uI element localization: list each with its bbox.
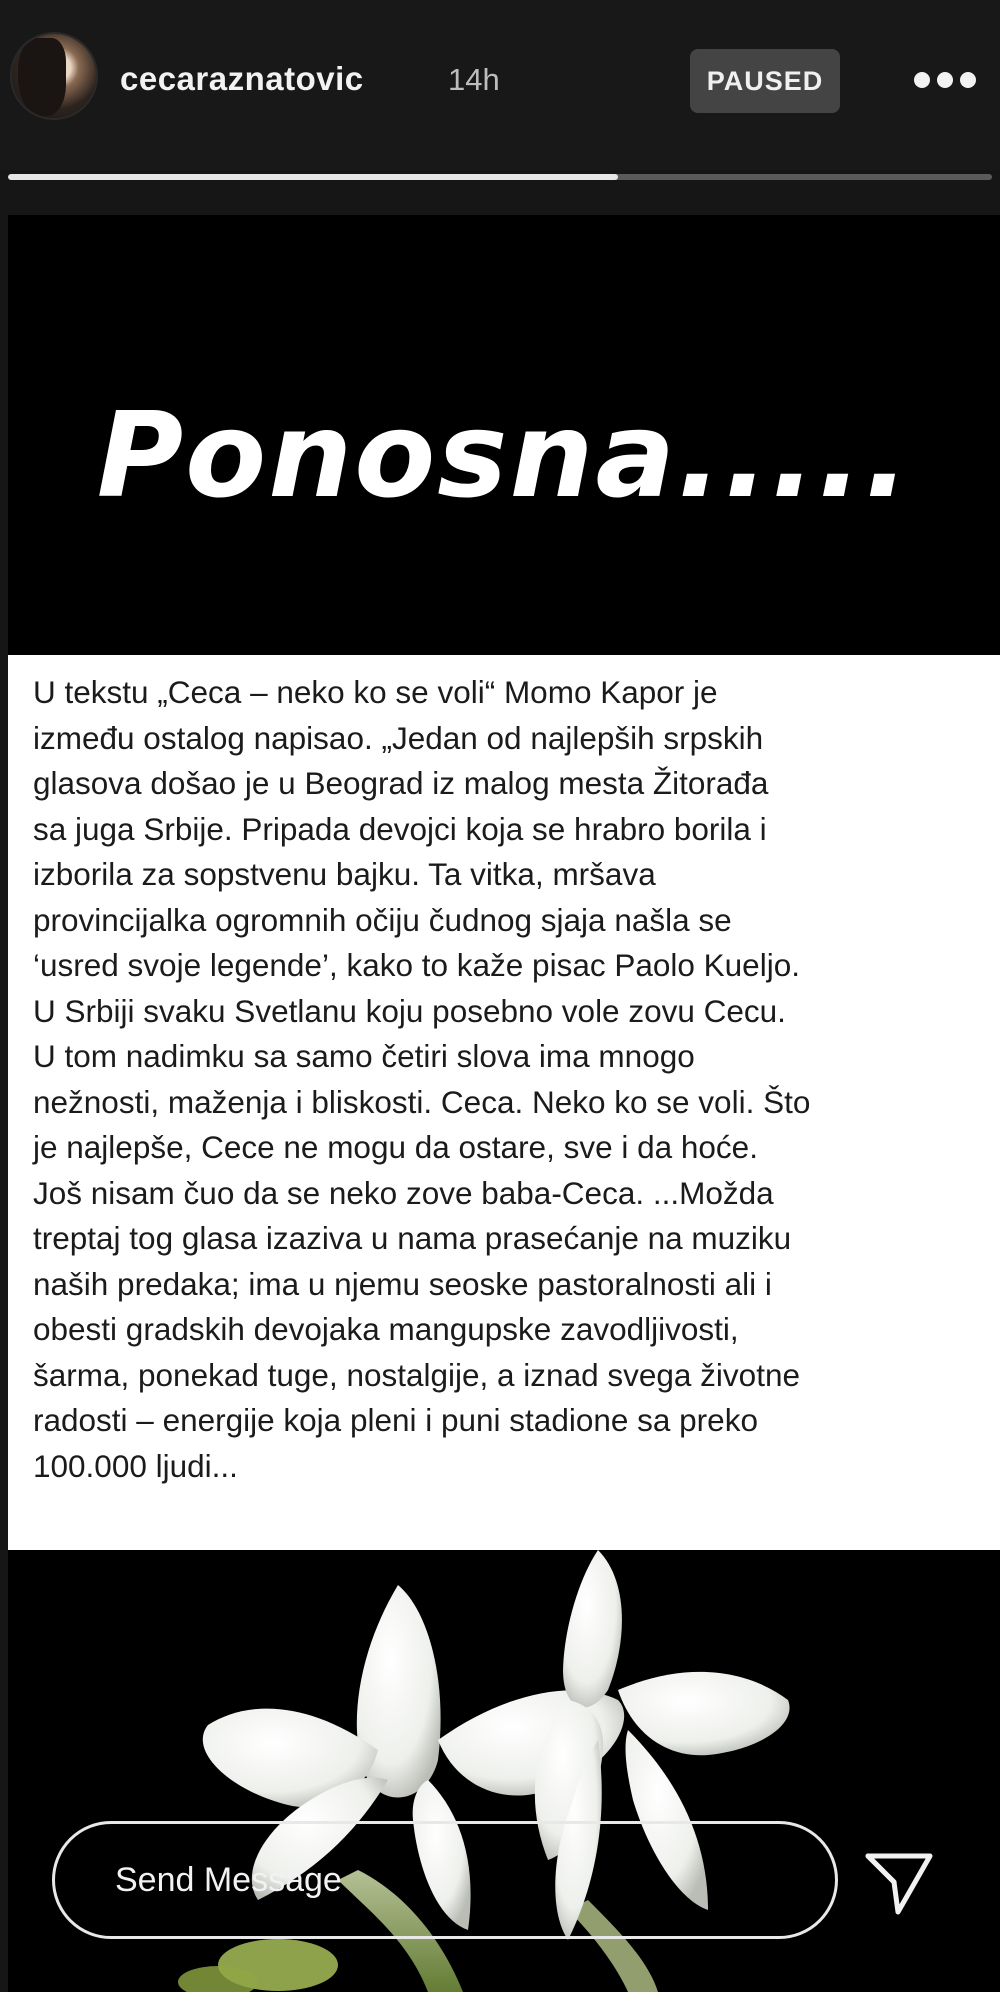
quote-line: između ostalog napisao. „Jedan od najlepših srpskih [33,719,764,756]
send-message-input[interactable] [52,1821,838,1939]
quote-line: Još nisam čuo da se neko zove baba-Ceca. ...Možda [33,1174,774,1211]
quote-text [33,670,978,1489]
quote-line: radosti – energije koja pleni i puni stadione sa preko [33,1402,758,1438]
quote-line: U tom nadimku sa samo četiri slova ima mnogo [33,1038,695,1074]
quote-line: obesti gradskih devojaka mangupske zavodljivosti, [33,1311,739,1347]
more-options-icon[interactable] [914,60,976,100]
quote-line: treptaj tog glasa izaziva u nama prasećanje na muziku [33,1220,792,1256]
headline-text: Ponosna..... [96,386,912,524]
more-dot [960,72,976,88]
profile-avatar[interactable] [12,34,96,118]
story-header [0,0,1000,170]
quote-line: 100.000 ljudi... [33,1447,238,1484]
paper-plane-icon[interactable] [862,1846,936,1920]
quote-panel [8,655,1000,1550]
more-dot [937,72,953,88]
quote-line: naših predaka; ima u njemu seoske pastoralnosti ali i [33,1265,772,1302]
quote-line: U Srbiji svaku Svetlanu koju posebno vole zovu Cecu. [33,992,786,1029]
story-content[interactable] [8,215,1000,1992]
quote-line: U tekstu „Ceca – neko ko se voli“ Momo Kapor je [33,674,718,710]
more-dot [914,72,930,88]
quote-line: sa juga Srbije. Pripada devojci koja se hrabro borila i [33,810,767,847]
story-headline [8,215,1000,655]
quote-line: ‘usred svoje legende’, kako to kaže pisac Paolo Kueljo. [33,947,800,983]
story-progress-bar [8,174,992,180]
post-time: 14h [448,62,500,97]
quote-line: šarma, ponekad tuge, nostalgije, a iznad svega životne [33,1356,800,1393]
quote-line: nežnosti, maženja i bliskosti. Ceca. Neko ko se voli. Što [33,1083,811,1120]
quote-line: je najlepše, Cece ne mogu da ostare, sve i da hoće. [33,1129,758,1165]
quote-line: izborila za sopstvenu bajku. Ta vitka, mršava [33,856,656,892]
username[interactable]: cecaraznatovic [120,60,364,97]
story-progress-fill [8,174,618,180]
quote-line: provincijalka ogromnih očiju čudnog sjaja našla se [33,901,732,938]
quote-line: glasova došao je u Beograd iz malog mesta Žitorađa [33,765,769,801]
avatar-image [18,38,66,116]
paused-badge: PAUSED [690,49,840,113]
